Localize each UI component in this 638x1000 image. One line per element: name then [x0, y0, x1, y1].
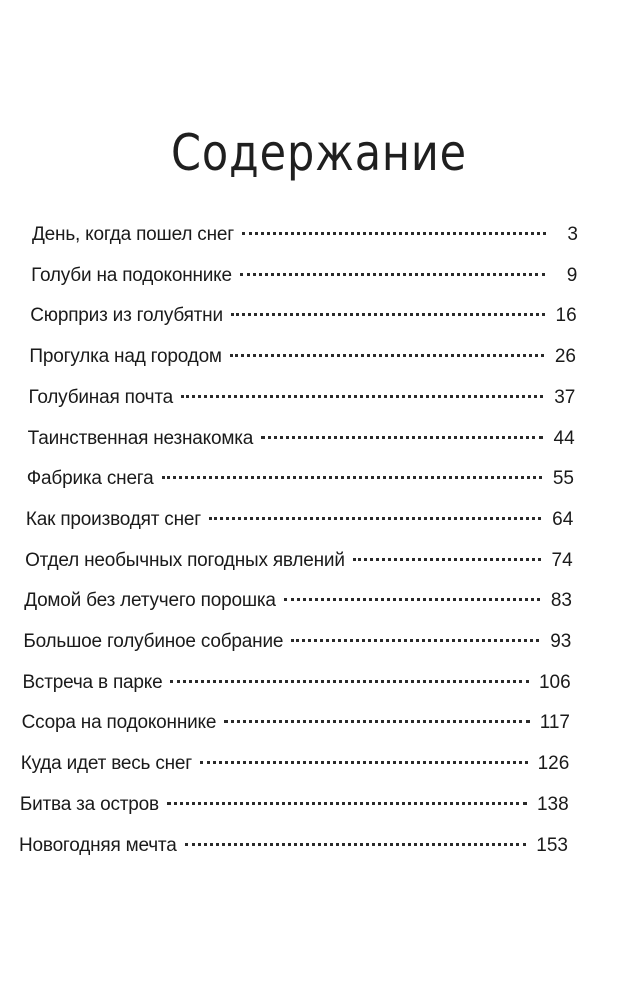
toc-entry-page: 55	[552, 468, 574, 490]
toc-entry-page: 37	[554, 386, 576, 408]
toc-entry[interactable]	[30, 301, 576, 331]
toc-entry[interactable]	[27, 464, 574, 494]
toc-entry[interactable]	[19, 831, 568, 861]
toc-entry-title: Большое голубиное собрание	[23, 631, 284, 652]
toc-entry-page: 16	[555, 305, 577, 327]
dot-leader	[261, 436, 543, 439]
dot-leader	[167, 802, 527, 805]
toc-entry[interactable]	[29, 342, 576, 372]
dot-leader	[353, 558, 541, 561]
dot-leader	[284, 598, 540, 601]
toc-entry[interactable]	[28, 424, 575, 454]
toc-entry-title: Прогулка над городом	[29, 346, 222, 368]
dot-leader	[231, 313, 545, 316]
toc-entry[interactable]	[26, 505, 573, 535]
toc-entry-page: 74	[551, 549, 573, 571]
dot-leader	[209, 517, 541, 520]
toc-entry-title: Отдел необычных погодных явлений	[25, 549, 345, 571]
dot-leader	[181, 395, 543, 398]
toc-entry[interactable]	[31, 261, 577, 291]
toc-entry-page: 3	[567, 224, 578, 245]
toc-entry[interactable]	[22, 708, 570, 738]
toc-entry-title: Как производят снег	[25, 508, 201, 530]
toc-entry[interactable]	[22, 668, 570, 698]
page-title: Содержание	[170, 124, 468, 182]
toc-entry-page: 117	[539, 712, 570, 734]
toc-entry-page: 64	[552, 508, 574, 530]
toc-entry[interactable]	[20, 790, 569, 820]
toc-entry-page: 138	[536, 793, 569, 815]
toc-entry-title: Таинственная незнакомка	[27, 427, 254, 449]
toc-entry[interactable]	[24, 586, 572, 616]
toc-entry-title: Встреча в парке	[22, 671, 163, 693]
dot-leader	[224, 720, 529, 723]
toc-entry-title: Сюрприз из голубятни	[30, 305, 223, 327]
dot-leader	[291, 639, 539, 642]
toc-entry-title: Голуби на подоконнике	[31, 264, 232, 286]
toc-entry[interactable]	[21, 749, 570, 779]
dot-leader	[242, 232, 546, 235]
toc-entry-title: Ссора на подоконнике	[21, 712, 217, 734]
dot-leader	[185, 843, 527, 846]
toc-entry-page: 44	[553, 427, 575, 449]
toc-entry[interactable]	[25, 546, 573, 576]
toc-entry-page: 153	[536, 834, 568, 856]
toc-entry[interactable]	[23, 627, 571, 657]
dot-leader	[240, 273, 545, 276]
dot-leader	[170, 680, 528, 683]
toc-entry-title: Домой без летучего порошка	[24, 590, 276, 612]
toc-entry[interactable]	[29, 383, 576, 413]
toc-entry-title: Битва за остров	[19, 793, 159, 815]
toc-entry-title: День, когда пошел снег	[32, 224, 234, 245]
dot-leader	[162, 476, 542, 479]
toc-entry-page: 106	[538, 671, 571, 693]
toc-entry-title: Новогодняя мечта	[19, 834, 177, 856]
toc-entry-page: 83	[550, 590, 572, 612]
toc-entry-page: 9	[566, 264, 578, 286]
toc-entry[interactable]	[32, 220, 578, 250]
toc-entry-page: 93	[550, 631, 572, 652]
toc-entry-title: Куда идет весь снег	[20, 753, 193, 775]
toc-entry-title: Голубиная почта	[28, 386, 174, 408]
toc-entry-title: Фабрика снега	[26, 468, 154, 490]
dot-leader	[200, 761, 528, 764]
toc-entry-page: 126	[537, 753, 570, 775]
toc-entry-page: 26	[554, 346, 576, 368]
dot-leader	[230, 354, 544, 357]
